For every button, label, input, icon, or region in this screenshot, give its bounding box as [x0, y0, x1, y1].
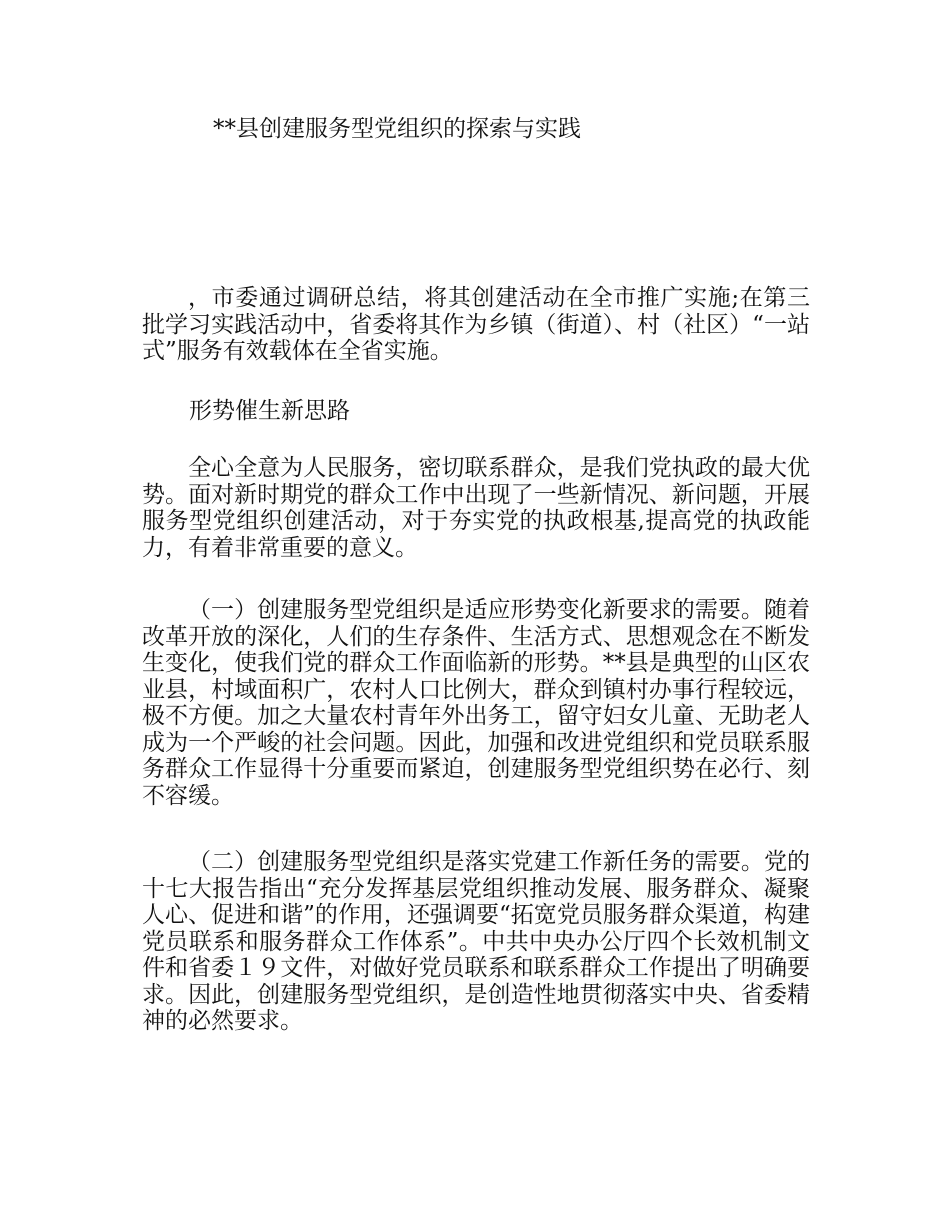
paragraph-advantage: 全心全意为人民服务，密切联系群众，是我们党执政的最大优势。面对新时期党的群众工作中出现了一些新情况、新问题，开展服务型党组织创建活动，对于夯实党的执政根基,提高党的执政能力，有着非常重要的意义。	[142, 455, 810, 561]
document-title: **县创建服务型党组织的探索与实践	[213, 116, 581, 142]
section-heading: 形势催生新思路	[189, 398, 350, 424]
paragraph-situation-needs: （一）创建服务型党组织是适应形势变化新要求的需要。随着改革开放的深化，人们的生存条件、生活方式、思想观念在不断发生变化，使我们党的群众工作面临新的形势。**县是典型的山区农业县，村域面积广，农村人口比例大，群众到镇村办事行程较远，极不方便。加之大量农村青年外出务工，留守妇女儿童、无助老人成为一个严峻的社会问题。因此，加强和改进党组织和党员联系服务群众工作显得十分重要而紧迫，创建服务型党组织势在必行、刻不容缓。	[142, 597, 810, 809]
intro-paragraph: ，市委通过调研总结，将其创建活动在全市推广实施;在第三批学习实践活动中，省委将其作为乡镇（街道）、村（社区）“一站式”服务有效载体在全省实施。	[142, 285, 810, 364]
paragraph-party-building-needs: （二）创建服务型党组织是落实党建工作新任务的需要。党的十七大报告指出“充分发挥基层党组织推动发展、服务群众、凝聚人心、促进和谐”的作用，还强调要“拓宽党员服务群众渠道，构建党员联系和服务群众工作体系”。中共中央办公厅四个长效机制文件和省委１９文件，对做好党员联系和联系群众工作提出了明确要求。因此，创建服务型党组织，是创造性地贯彻落实中央、省委精神的必然要求。	[142, 849, 810, 1034]
